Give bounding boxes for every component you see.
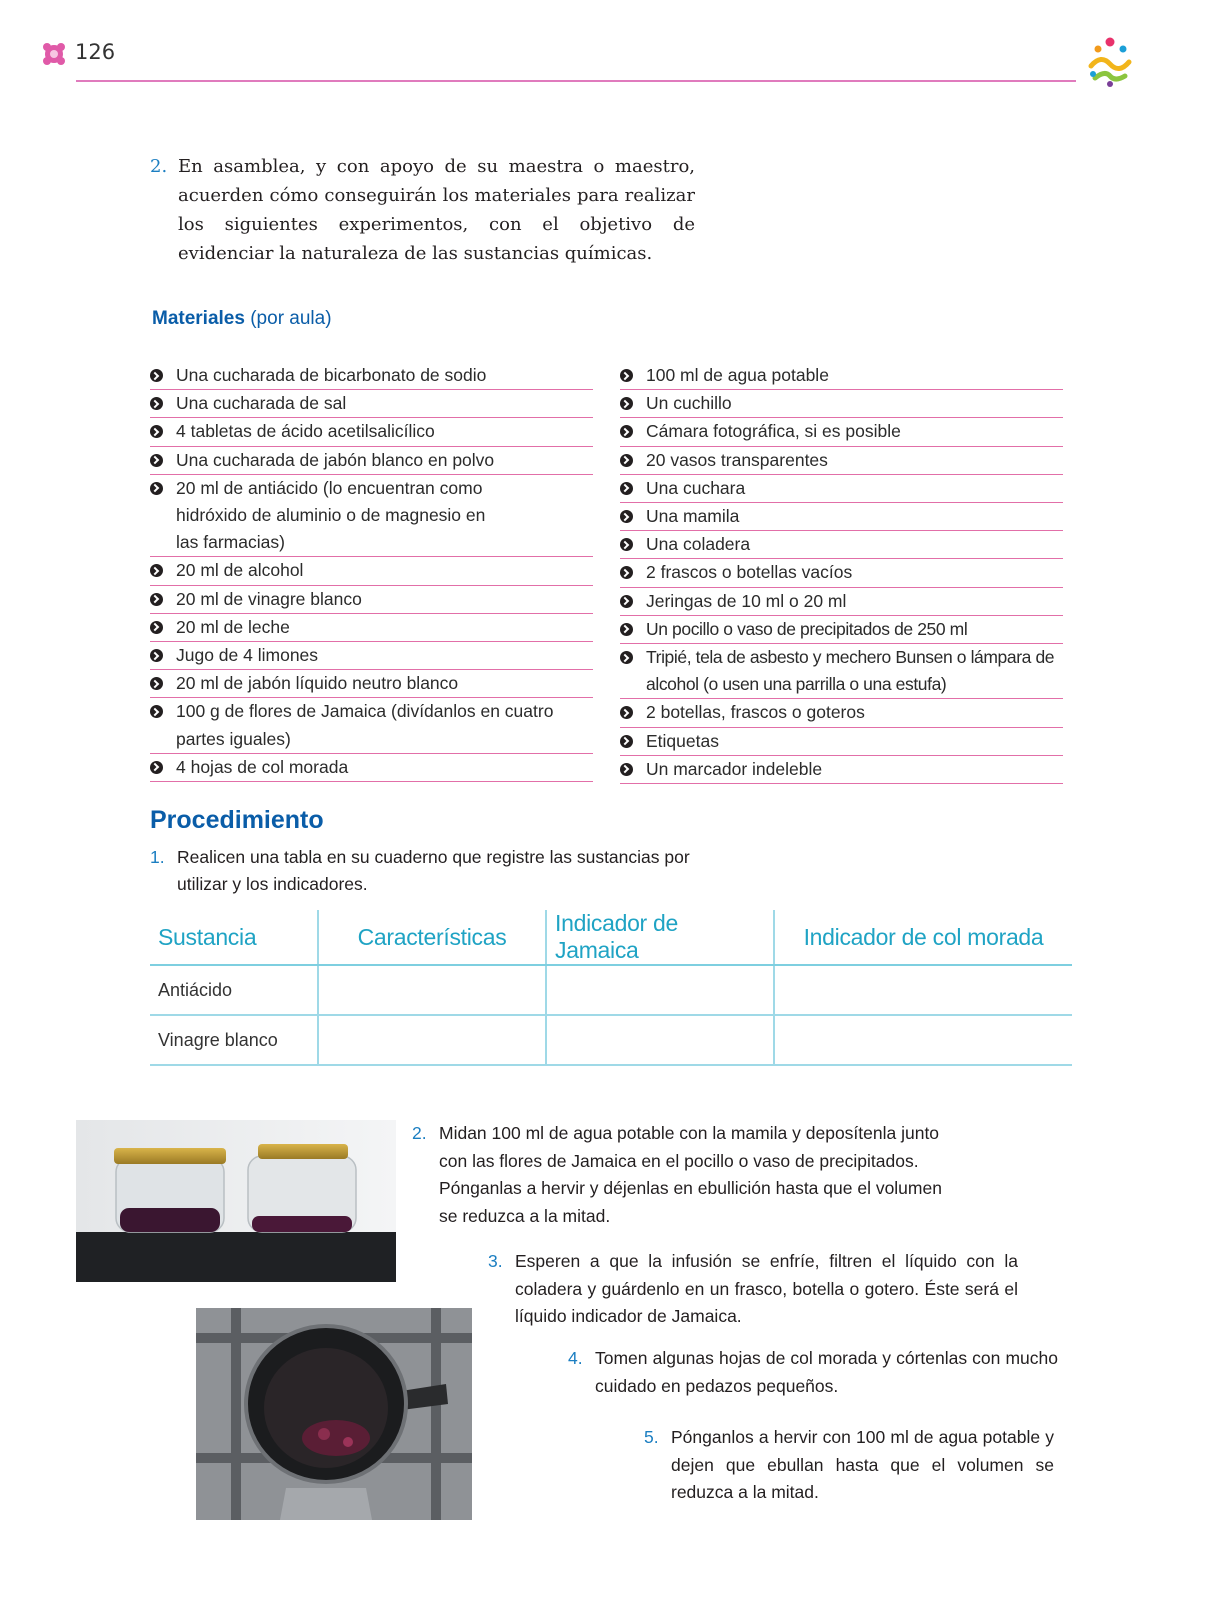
step-number: 1. <box>150 847 165 867</box>
arrow-bullet-icon <box>620 595 633 608</box>
step-number: 5. <box>644 1427 659 1447</box>
list-item: 4 hojas de col morada <box>150 754 593 782</box>
arrow-bullet-icon <box>150 564 163 577</box>
table-cell <box>774 965 1072 1015</box>
arrow-bullet-icon <box>620 538 633 551</box>
step-number: 3. <box>488 1251 503 1271</box>
arrow-bullet-icon <box>150 677 163 690</box>
arrow-bullet-icon <box>620 651 633 664</box>
arrow-bullet-icon <box>620 623 633 636</box>
arrow-bullet-icon <box>150 454 163 467</box>
arrow-bullet-icon <box>150 397 163 410</box>
procedure-step-1 <box>150 844 690 898</box>
procedure-step-4 <box>568 1345 1058 1400</box>
arrow-bullet-icon <box>150 705 163 718</box>
table-cell: Antiácido <box>150 965 318 1015</box>
list-item: Cámara fotográfica, si es posible <box>620 418 1063 446</box>
list-item: Un cuchillo <box>620 390 1063 418</box>
intro-paragraph <box>150 152 695 268</box>
step-text: Pónganlos a hervir con 100 ml de agua potable y dejen que ebullan hasta que el volumen se reduzca a la mitad. <box>671 1427 1054 1502</box>
step-text: Tomen algunas hojas de col morada y córtenlas con mucho cuidado en pedazos pequeños. <box>595 1348 1058 1396</box>
arrow-bullet-icon <box>150 761 163 774</box>
step-number: 2. <box>412 1123 427 1143</box>
list-item: 20 vasos transparentes <box>620 447 1063 475</box>
table-header-cell: Indicador de col morada <box>774 910 1072 965</box>
intro-number: 2. <box>150 156 168 177</box>
list-item: Una mamila <box>620 503 1063 531</box>
table-cell: Vinagre blanco <box>150 1015 318 1065</box>
page-number: 126 <box>75 40 116 64</box>
arrow-bullet-icon <box>150 369 163 382</box>
list-item: 20 ml de alcohol <box>150 557 593 585</box>
list-item: Una cucharada de jabón blanco en polvo <box>150 447 593 475</box>
arrow-bullet-icon <box>150 482 163 495</box>
arrow-bullet-icon <box>620 706 633 719</box>
arrow-bullet-icon <box>150 425 163 438</box>
list-item: Jugo de 4 limones <box>150 642 593 670</box>
step-number: 4. <box>568 1348 583 1368</box>
step-text: Realicen una tabla en su cuaderno que registre las sustancias por utilizar y los indicadores. <box>177 847 690 894</box>
arrow-bullet-icon <box>150 593 163 606</box>
materials-heading <box>152 308 332 330</box>
table-header-cell: Sustancia <box>150 910 318 965</box>
list-item: Tripié, tela de asbesto y mechero Bunsen o lámpara de alcohol (o usen una parrilla o una estufa) <box>620 644 1063 699</box>
step-text: Midan 100 ml de agua potable con la mamila y deposítenla junto con las flores de Jamaica en el pocillo o vaso de precipitados. Pónganlas a hervir y déjenlas en ebullición hasta que el volumen se reduzca a la mitad. <box>439 1123 942 1226</box>
table-cell <box>318 1015 546 1065</box>
header-rule <box>76 80 1076 82</box>
list-item: Jeringas de 10 ml o 20 ml <box>620 588 1063 616</box>
list-item: 2 frascos o botellas vacíos <box>620 559 1063 587</box>
list-item: 20 ml de vinagre blanco <box>150 586 593 614</box>
procedure-step-5 <box>644 1424 1054 1507</box>
pot-on-stove-photo <box>196 1308 472 1520</box>
step-text: Esperen a que la infusión se enfríe, filtren el líquido con la coladera y guárdenlo en un frasco, botella o gotero. Éste será el líquido indicador de Jamaica. <box>515 1251 1018 1326</box>
page-ornament-icon <box>40 40 68 68</box>
arrow-bullet-icon <box>620 397 633 410</box>
table-cell <box>774 1015 1072 1065</box>
list-item: 20 ml de antiácido (lo encuentran como hidróxido de aluminio o de magnesio en las farmacias) <box>150 475 593 558</box>
arrow-bullet-icon <box>620 454 633 467</box>
list-item: Una cuchara <box>620 475 1063 503</box>
list-item: Un marcador indeleble <box>620 756 1063 784</box>
arrow-bullet-icon <box>620 425 633 438</box>
procedure-heading: Procedimiento <box>150 806 324 834</box>
list-item: 100 ml de agua potable <box>620 362 1063 390</box>
table-header-row <box>150 910 1072 965</box>
materials-list-left <box>150 362 593 782</box>
arrow-bullet-icon <box>620 566 633 579</box>
table-header-cell: Características <box>318 910 546 965</box>
materials-list-right <box>620 362 1063 784</box>
materials-heading-rest: (por aula) <box>244 308 332 329</box>
procedure-step-2 <box>412 1120 958 1230</box>
arrow-bullet-icon <box>620 763 633 776</box>
list-item: 4 tabletas de ácido acetilsalicílico <box>150 418 593 446</box>
list-item: Una cucharada de sal <box>150 390 593 418</box>
substances-table <box>150 910 1072 1066</box>
table-header-cell: Indicador de Jamaica <box>546 910 774 965</box>
arrow-bullet-icon <box>620 369 633 382</box>
list-item: Un pocillo o vaso de precipitados de 250 ml <box>620 616 1063 644</box>
table-row <box>150 965 1072 1015</box>
table-row <box>150 1015 1072 1065</box>
arrow-bullet-icon <box>620 482 633 495</box>
list-item: Una coladera <box>620 531 1063 559</box>
table-cell <box>546 1015 774 1065</box>
list-item: 20 ml de leche <box>150 614 593 642</box>
table-cell <box>546 965 774 1015</box>
arrow-bullet-icon <box>150 621 163 634</box>
arrow-bullet-icon <box>150 649 163 662</box>
table-cell <box>318 965 546 1015</box>
colorful-figure-logo-icon <box>1083 34 1137 88</box>
list-item: Una cucharada de bicarbonato de sodio <box>150 362 593 390</box>
list-item: Etiquetas <box>620 728 1063 756</box>
materials-heading-bold: Materiales <box>152 308 245 329</box>
intro-text: En asamblea, y con apoyo de su maestra o maestro, acuerden cómo conseguirán los materiales para realizar los siguientes experimentos, con el objetivo de evidenciar la naturaleza de las sustancias químicas. <box>178 156 695 264</box>
procedure-step-3 <box>488 1248 1018 1331</box>
list-item: 20 ml de jabón líquido neutro blanco <box>150 670 593 698</box>
jars-photo <box>76 1120 396 1282</box>
list-item: 100 g de flores de Jamaica (divídanlos en cuatro partes iguales) <box>150 698 593 753</box>
list-item: 2 botellas, frascos o goteros <box>620 699 1063 727</box>
arrow-bullet-icon <box>620 510 633 523</box>
arrow-bullet-icon <box>620 735 633 748</box>
